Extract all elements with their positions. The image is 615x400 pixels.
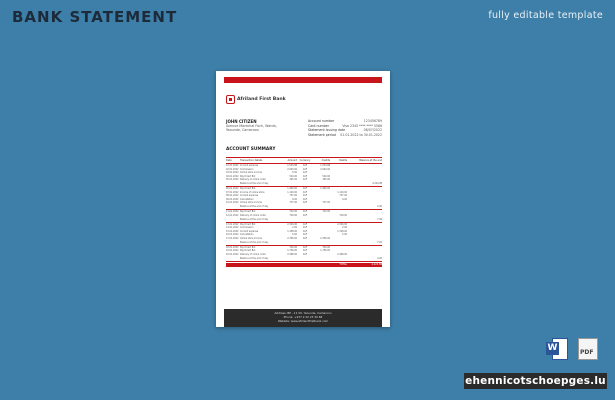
balance-row: Balance at the end of day 4.00 [226,256,382,262]
table-row: 14.01.2022 Commission 2.00 XAF 2.00 [226,226,347,230]
table-row: 19.01.2022 Pay Direct Bid 1,756.00 XAF 1,756.00 [226,249,330,253]
customer-name: JOHN CITIZEN [226,119,257,124]
table-row: 05.01.2022 Delivery of online order 165.00 XAF 165.00 [226,178,330,182]
table-row: 10.01.2022 Online store income 737.00 XAF 737.00 [226,201,330,205]
account-row: Statement period 01.01.2022 to 30.01.2022 [308,132,382,137]
balance-row: Balance at the end of day 7.00 [226,217,382,223]
table-body [226,164,382,262]
table-row: 03.01.2022 Online store income 5.00 XAF [226,171,308,175]
bank-logo-icon [226,95,235,104]
table-row: 17.01.2022 Online store income 2,356.00 XAF 2,356.00 [226,236,330,240]
balance-row: Balance at the end of day 7.00 [226,240,382,246]
page-title: BANK STATEMENT [12,8,178,26]
account-row: Statement issuing date 08/07/2022 [308,128,382,133]
account-info [308,119,382,137]
table-row: 20.01.2022 Delivery of online order 2,498.00 XAF 2,498.00 [226,252,347,256]
word-doc-icon[interactable]: W [546,338,568,360]
header-bar [224,77,382,83]
table-header: Date Transaction details Amount Currency Credits Debits Balance at the end [226,159,382,162]
document-footer: Address: BP - 11 50, Yaounde, Cameroon Phone: +237 2 22 23 30 68 Website: www.afrilandfirstbank.com [224,309,382,327]
table-row: 13.01.2022 Pay Direct Bid 2,344.00 XAF 2,344.00 [226,222,347,226]
table-row: 01.01.2022 Current expense 1,534.88 XAF 1,534.88 [226,164,330,168]
table-row: 16.01.2022 Cancellation 5.00 XAF 5.00 [226,233,347,237]
customer-address-line: Yaounde, Cameroon [226,128,259,133]
download-icons [546,338,598,360]
tagline: fully editable template [488,10,603,21]
table-row: 18.01.2022 Pay Direct Bid 740.00 XAF 740.00 [226,245,330,249]
balance-row: Balance at the end of day 4,224.88 [226,182,382,188]
table-row: 11.01.2022 Pay Direct Bid 722.00 XAF 722.00 [226,210,330,214]
account-row: Account number 123456789 [308,119,382,123]
table-row: 12.01.2022 Delivery of online order 729.00 XAF 729.00 [226,213,347,217]
table-row: 06.01.2022 Pay Direct Bid 1,400.00 XAF 1,400.00 [226,187,330,191]
customer-address-line: Avenue Marechal Foch, Warda, [226,124,277,128]
table-row: 08.01.2022 Current expense 737.00 XAF 737.00 [226,194,347,198]
balance-row: Balance at the end of day 2.00 [226,205,382,211]
table-row: 15.01.2022 Current expense 1,348.00 XAF 1,348.00 [226,229,347,233]
total-row: TOTAL 4,224.88 [226,263,382,267]
bank-logo [226,95,286,104]
transaction-table [226,157,382,267]
pdf-icon[interactable]: PDF [578,338,598,360]
account-row: Card number Visa 2345 **** **** 5566 [308,123,382,128]
table-row: 07.01.2022 Income of online store 1,120.00 XAF 1,120.00 [226,190,347,194]
table-row: 09.01.2022 Cancellation 9.00 XAF 9.00 [226,197,347,201]
customer-info [226,119,306,132]
bank-name: Afriland First Bank [237,97,286,102]
summary-title: ACCOUNT SUMMARY [226,147,276,152]
statement-preview [216,71,390,327]
table-row: 04.01.2022 Pay Direct Bid 520.00 XAF 520.00 [226,174,330,178]
site-url-badge[interactable]: ehennicotschoepges.lu [465,375,606,387]
table-row: 02.01.2022 Commission 2,000.00 XAF 2,000.00 [226,167,330,171]
